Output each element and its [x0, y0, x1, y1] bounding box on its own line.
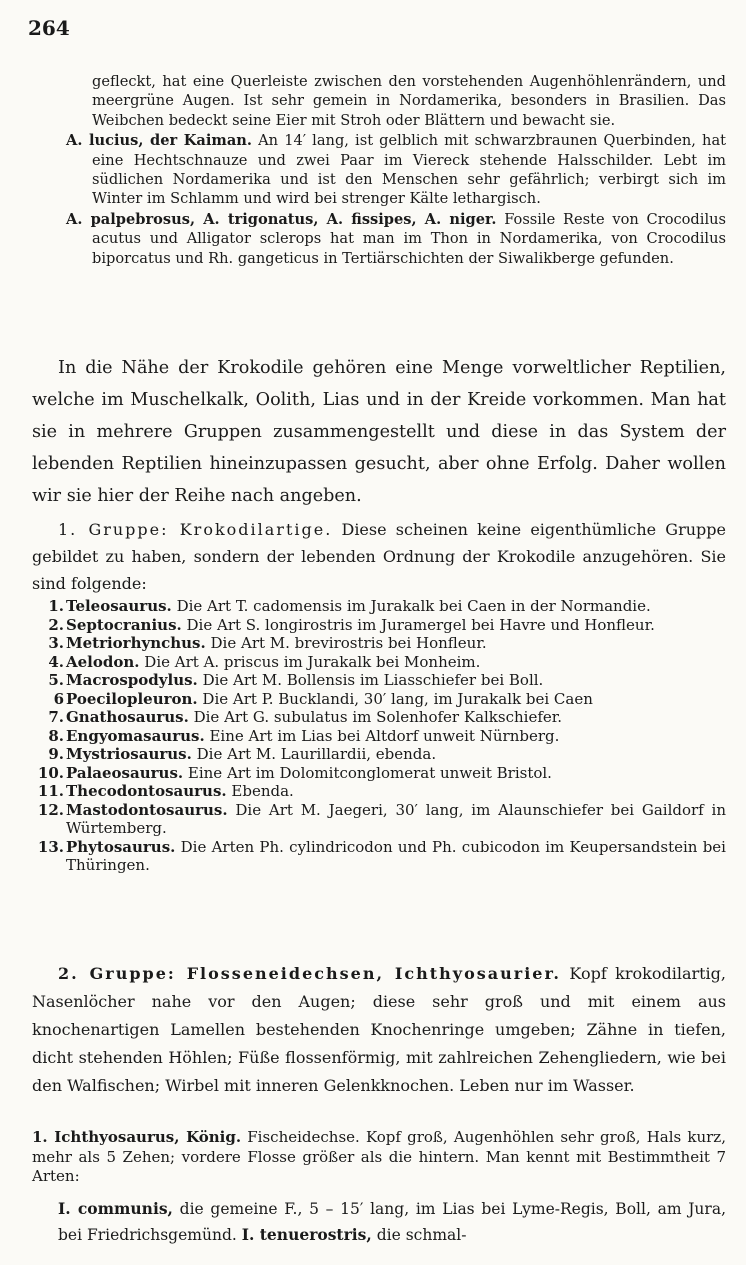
genus-name: Septocranius.	[66, 615, 182, 634]
group1-block	[32, 516, 726, 597]
group1-text: Diese scheinen keine eigenthümliche Gruppe gebildet zu haben, sondern der lebenden Ordnung der Krokodile anzugehören. Sie sind folgende:	[32, 520, 726, 593]
genus-number: 5.	[48, 671, 64, 689]
genera-list	[37, 597, 726, 875]
genus-number: 1.	[48, 597, 64, 615]
genus-text: Die Art M. Laurillardii, ebenda.	[196, 745, 437, 763]
genus-text: Die Art T. cadomensis im Jurakalk bei Caen in der Normandie.	[176, 597, 651, 615]
group2-heading: 2. Gruppe: Flosseneidechsen, Ichthyosaurier.	[58, 964, 561, 983]
genus-name: Phytosaurus.	[66, 837, 176, 856]
paragraph-text: gefleckt, hat eine Querleiste zwischen den vorstehenden Augenhöhlenrändern, und meergrüne Augen. Ist sehr gemein in Nordamerika, besonders in Brasilien. Das Weibchen bedeckt seine Eier mit Stroh oder Blättern und bewacht sie.	[92, 73, 726, 129]
group2-block	[32, 960, 726, 1100]
genus-name: Gnathosaurus.	[66, 708, 189, 726]
genus-text: Die Arten Ph. cylindricodon und Ph. cubicodon im Keupersandstein bei Thüringen.	[66, 837, 726, 874]
genus-number: 10.	[37, 763, 64, 782]
species-palpebrosus	[66, 210, 726, 268]
genus-item-10	[37, 763, 726, 783]
species-text: die gemeine F., 5 – 15′ lang, im Lias bei Lyme-Regis, Boll, am Jura, bei Friedrichsgemünd.	[58, 1200, 726, 1244]
continued-paragraph	[66, 72, 726, 130]
genus-name: Macrospodylus.	[66, 671, 198, 689]
group1-heading: 1. Gruppe: Krokodilartige.	[58, 520, 333, 539]
group2-text: Kopf krokodilartig, Nasenlöcher nahe vor den Augen; diese sehr groß und mit einem aus knochenartigen Lamellen bestehenden Knochenringe umgeben; Zähne in tiefen, dicht stehenden Höhlen; Füße flossenförmig, mit zahlreichen Zehengliedern, wie bei den Walfischen; Wirbel mit inneren Gelenkknochen. Leben nur im Wasser.	[32, 964, 726, 1095]
ichthyosaurus-paragraph	[32, 1128, 726, 1187]
genus-number: 8.	[48, 726, 64, 745]
genus-text: Die Art G. subulatus im Solenhofer Kalkschiefer.	[193, 708, 563, 726]
genus-number: 3.	[48, 634, 64, 652]
genus-item-5	[48, 671, 726, 690]
genus-item-8	[48, 726, 726, 746]
genus-name: Engyomasaurus.	[66, 726, 205, 745]
genus-text: Die Art P. Bucklandi, 30′ lang, im Jurakalk bei Caen	[202, 689, 593, 708]
genus-name: Thecodontosaurus.	[66, 782, 227, 800]
genus-number: 12.	[37, 800, 64, 819]
species-text: An 14′ lang, ist gelblich mit schwarzbraunen Querbinden, hat eine Hechtschnauze und zwei Paar im Viereck stehende Halsschilder. Lebt im südlichen Nordamerika und ist den Menschen sehr gefährlich; verbirgt sich im Winter im Schlamm und wird bei strenger Kälte lethargisch.	[92, 132, 727, 208]
genus-text: Die Art M. Bollensis im Liasschiefer bei Boll.	[202, 671, 544, 689]
species-text: Fossile Reste von Crocodilus acutus und Alligator sclerops hat man im Thon in Nordamerika, von Crocodilus biporcatus und Rh. gangeticus in Tertiärschichten der Siwalikberge gefunden.	[92, 210, 727, 267]
genus-text: Fischeidechse. Kopf groß, Augenhöhlen sehr groß, Hals kurz, mehr als 5 Zehen; vordere Flosse größer als die hintern. Man kennt mit Bestimmtheit 7 Arten:	[32, 1128, 726, 1185]
genus-item-13	[37, 837, 726, 875]
genus-name: Palaeosaurus.	[66, 763, 184, 782]
genus-text: Die Art M. brevirostris bei Honfleur.	[210, 634, 487, 652]
genus-item-4	[48, 652, 726, 672]
group1-paragraph	[32, 516, 726, 597]
intro-paragraph: In die Nähe der Krokodile gehören eine Menge vorweltlicher Reptilien, welche im Muschelkalk, Oolith, Lias und in der Kreide vorkommen. Man hat sie in mehrere Gruppen zusammengestellt und diese in das System der lebenden Reptilien hineinzupassen gesucht, aber ohne Erfolg. Daher wollen wir sie hier der Reihe nach angeben.	[32, 358, 726, 506]
genus-name: Metriorhynchus.	[66, 634, 206, 652]
species-lead: A. lucius, der Kaiman.	[66, 132, 253, 150]
top-small-print	[66, 72, 726, 268]
communis-block	[32, 1196, 726, 1248]
species-lead: I. communis,	[58, 1199, 173, 1218]
genus-number: 13.	[37, 837, 64, 856]
genus-item-11	[37, 782, 726, 801]
species-text-2: die schmal-	[376, 1226, 467, 1244]
page-number: 264	[28, 16, 70, 40]
genus-lead: 1. Ichthyosaurus, König.	[32, 1128, 242, 1146]
genus-item-2	[48, 615, 726, 635]
communis-paragraph	[32, 1196, 726, 1248]
species-lucius	[66, 131, 726, 209]
species-lead: A. palpebrosus, A. trigonatus, A. fissipes, A. niger.	[66, 210, 497, 228]
genus-number: 6	[53, 689, 64, 708]
genus-text: Ebenda.	[231, 782, 294, 800]
genus-text: Eine Art im Dolomitconglomerat unweit Bristol.	[187, 763, 552, 782]
genus-item-6	[53, 689, 726, 709]
intro-block	[32, 352, 726, 512]
genus-name: Teleosaurus.	[66, 597, 172, 615]
group2-paragraph	[32, 960, 726, 1100]
genus-number: 11.	[37, 782, 64, 800]
genus-number: 7.	[48, 708, 64, 726]
genus-item-3	[48, 634, 726, 653]
ichthyosaurus-block	[32, 1128, 726, 1187]
genus-item-7	[48, 708, 726, 727]
genus-text: Eine Art im Lias bei Altdorf unweit Nürnberg.	[209, 726, 560, 745]
genus-name: Mystriosaurus.	[66, 745, 192, 763]
genus-number: 9.	[48, 745, 64, 763]
genus-name: Aelodon.	[66, 652, 140, 671]
genus-item-9	[48, 745, 726, 764]
genus-item-1	[48, 597, 726, 616]
genus-text: Die Art M. Jaegeri, 30′ lang, im Alaunschiefer bei Gaildorf in Würtemberg.	[66, 800, 726, 837]
genus-text: Die Art S. longirostris im Juramergel bei Havre und Honfleur.	[186, 615, 655, 634]
genus-name: Poecilopleuron.	[66, 689, 198, 708]
species-lead-2: I. tenuerostris,	[241, 1225, 372, 1244]
genus-number: 4.	[48, 652, 64, 671]
genus-number: 2.	[48, 615, 64, 634]
genus-name: Mastodontosaurus.	[66, 800, 228, 819]
genus-item-12	[37, 800, 726, 838]
genus-text: Die Art A. priscus im Jurakalk bei Monheim.	[144, 652, 481, 671]
